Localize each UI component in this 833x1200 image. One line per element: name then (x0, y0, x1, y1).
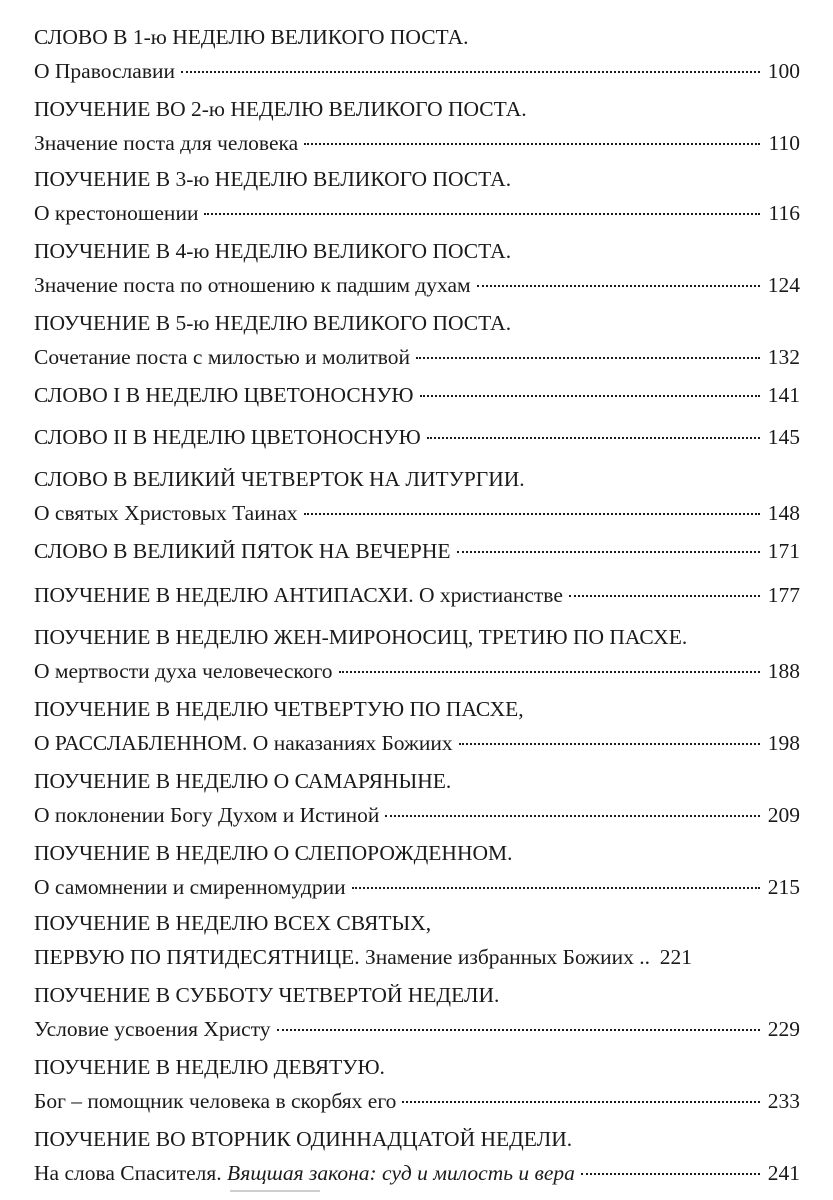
toc-entry-subtitle: Значение поста для человека (34, 131, 299, 155)
toc-entry-subtitle: Условие усвоения Христу (34, 1017, 271, 1041)
toc-entry-line (34, 56, 800, 86)
leader-dots (569, 594, 760, 597)
leader-dots (181, 70, 760, 73)
toc-entry-title: ПОУЧЕНИЕ ВО 2-ю НЕДЕЛЮ ВЕЛИКОГО ПОСТА. (34, 97, 527, 121)
toc-entry-title: СЛОВО В ВЕЛИКИЙ ПЯТОК НА ВЕЧЕРНЕ (34, 539, 451, 563)
page-number: 209 (767, 803, 800, 827)
toc-entry-subtitle (34, 1158, 575, 1188)
page-number: 233 (767, 1089, 800, 1113)
page-number: 110 (768, 131, 800, 155)
leader-dots (204, 212, 760, 215)
toc-entry-title: ПОУЧЕНИЕ В НЕДЕЛЮ ЖЕН-МИРОНОСИЦ, ТРЕТИЮ ПО ПАСХЕ. (34, 625, 688, 649)
leader-dots (416, 356, 760, 359)
toc-entry-line (34, 536, 800, 566)
toc-entry-line (34, 498, 800, 528)
page-number: 100 (767, 59, 800, 83)
page-number: 148 (767, 501, 800, 525)
leader-dots (304, 142, 760, 145)
toc-entry-title: СЛОВО I В НЕДЕЛЮ ЦВЕТОНОСНУЮ (34, 383, 414, 407)
leader-dots (304, 512, 760, 515)
toc-entry-subtitle: О крестоношении (34, 201, 199, 225)
toc-entry-line (34, 800, 800, 830)
toc-entry-title: ПОУЧЕНИЕ В 5-ю НЕДЕЛЮ ВЕЛИКОГО ПОСТА. (34, 311, 512, 335)
page-number: 215 (767, 875, 800, 899)
page-number: 198 (767, 731, 800, 755)
toc-entry-subtitle: О мертвости духа человеческого (34, 659, 333, 683)
page-number: 229 (767, 1017, 800, 1041)
toc-entry-line (34, 270, 800, 300)
toc-entry-line (34, 1014, 800, 1044)
toc-entry-subtitle: О поклонении Богу Духом и Истиной (34, 803, 380, 827)
toc-entry-title: СЛОВО II В НЕДЕЛЮ ЦВЕТОНОСНУЮ (34, 425, 421, 449)
page-number: 124 (767, 273, 800, 297)
toc-entry-subtitle: Значение поста по отношению к падшим духам (34, 273, 471, 297)
toc-entry-subtitle: О самомнении и смиренномудрии (34, 875, 346, 899)
leader-dots (402, 1100, 760, 1103)
toc-entry-line (34, 942, 800, 972)
toc-entry-line (34, 342, 800, 372)
toc-entry-subtitle: О Православии (34, 59, 175, 83)
toc-entry-title: ПОУЧЕНИЕ В 3-ю НЕДЕЛЮ ВЕЛИКОГО ПОСТА. (34, 167, 512, 191)
toc-entry-line (34, 128, 800, 158)
page-number: 188 (767, 659, 800, 683)
leader-dots (385, 814, 760, 817)
leader-dots (352, 886, 760, 889)
toc-entry-title: ПОУЧЕНИЕ В 4-ю НЕДЕЛЮ ВЕЛИКОГО ПОСТА. (34, 239, 512, 263)
leader-dots (581, 1172, 760, 1175)
toc-entry-title: ПОУЧЕНИЕ В НЕДЕЛЮ ВСЕХ СВЯТЫХ, (34, 911, 432, 935)
toc-entry-line (34, 198, 800, 228)
page-number: 132 (767, 345, 800, 369)
leader-dots (477, 284, 760, 287)
toc-entry-line (34, 656, 800, 686)
toc-entry-title: ПОУЧЕНИЕ В НЕДЕЛЮ АНТИПАСХИ. О христианстве (34, 583, 563, 607)
leader-dots (459, 742, 760, 745)
toc-entry-subtitle: Бог – помощник человека в скорбях его (34, 1089, 397, 1113)
page-number: 171 (767, 539, 800, 563)
toc-entry-title: ПОУЧЕНИЕ В НЕДЕЛЮ ЧЕТВЕРТУЮ ПО ПАСХЕ, (34, 697, 524, 721)
toc-entry-title: ПОУЧЕНИЕ В НЕДЕЛЮ ДЕВЯТУЮ. (34, 1055, 385, 1079)
toc-entry-title: СЛОВО В 1-ю НЕДЕЛЮ ВЕЛИКОГО ПОСТА. (34, 25, 469, 49)
toc-entry-title: ПОУЧЕНИЕ В СУББОТУ ЧЕТВЕРТОЙ НЕДЕЛИ. (34, 983, 500, 1007)
page-number: 177 (767, 583, 800, 607)
toc-entry-line (34, 872, 800, 902)
toc-entry-subtitle: Сочетание поста с милостью и молитвой (34, 345, 410, 369)
leader-dots (277, 1028, 760, 1031)
toc-entry-subtitle: ПЕРВУЮ ПО ПЯТИДЕСЯТНИЦЕ. Знамение избранных Божиих .. (34, 945, 650, 969)
page-number: 241 (767, 1161, 800, 1185)
toc-entry-line (34, 728, 800, 758)
toc-entry-line (34, 1158, 800, 1188)
page-number: 141 (767, 383, 800, 407)
page-edge-mark (230, 1190, 320, 1192)
page-number: 145 (767, 425, 800, 449)
toc-entry-line (34, 1086, 800, 1116)
leader-dots (339, 670, 760, 673)
toc-entry-subtitle: О РАССЛАБЛЕННОМ. О наказаниях Божиих (34, 731, 453, 755)
toc-entry-title: СЛОВО В ВЕЛИКИЙ ЧЕТВЕРТОК НА ЛИТУРГИИ. (34, 467, 525, 491)
toc-entry-subtitle-italic: Вящшая закона: суд и милость и вера (227, 1161, 575, 1185)
toc-entry-title: ПОУЧЕНИЕ В НЕДЕЛЮ О СЛЕПОРОЖДЕННОМ. (34, 841, 513, 865)
toc-entry-title: ПОУЧЕНИЕ ВО ВТОРНИК ОДИННАДЦАТОЙ НЕДЕЛИ. (34, 1127, 573, 1151)
toc-entry-subtitle: О святых Христовых Таинах (34, 501, 298, 525)
toc-entry-title: ПОУЧЕНИЕ В НЕДЕЛЮ О САМАРЯНЫНЕ. (34, 769, 452, 793)
toc-entry-line (34, 380, 800, 410)
toc-entry-line (34, 580, 800, 610)
leader-dots (427, 436, 760, 439)
page-number: 116 (768, 201, 800, 225)
leader-dots (420, 394, 760, 397)
leader-dots (457, 550, 760, 553)
toc-entry-line (34, 422, 800, 452)
page-number: 221 (659, 945, 692, 969)
toc-entry-subtitle-plain: На слова Спасителя. (34, 1161, 222, 1185)
